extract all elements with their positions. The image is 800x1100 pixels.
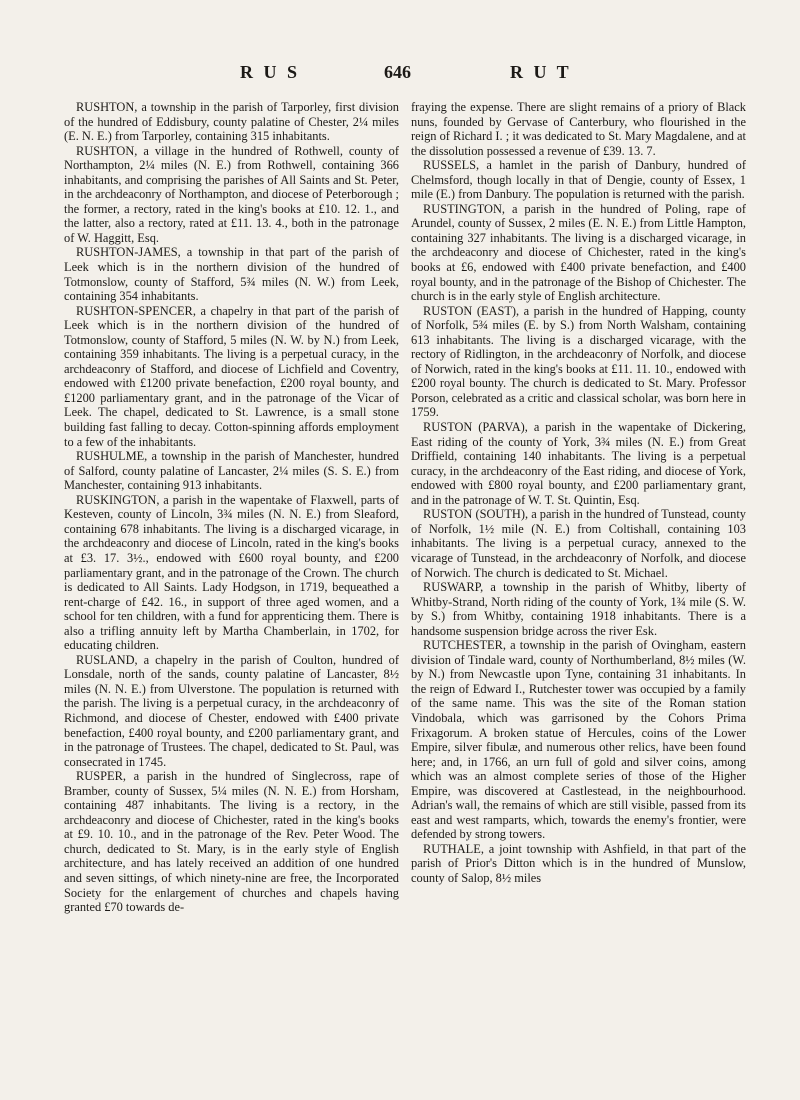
running-head-left: R U S [240, 62, 301, 82]
page-number: 646 [384, 62, 411, 82]
gazetteer-entry: RUSSELS, a hamlet in the parish of Danbury, hundred of Chelmsford, though locally in that of Dengie, county of Essex, 1 mile (E.) from Danbury. The population is returned with the parish. [411, 158, 746, 202]
running-head-right: R U T [510, 62, 572, 82]
gazetteer-entry: RUSTON (PARVA), a parish in the wapentake of Dickering, East riding of the county of York, 3¾ miles (N. E.) from Great Driffield, containing 140 inhabitants. The living is a perpetual curacy, in the archdeaconry of the East riding, and diocese of York, endowed with £800 royal bounty, and £200 parliamentary grant, and in the patronage of W. T. St. Quintin, Esq. [411, 420, 746, 507]
gazetteer-entry: RUSWARP, a township in the parish of Whitby, liberty of Whitby-Strand, North riding of the county of York, 1¾ mile (S. W. by S.) from Whitby, containing 1918 inhabitants. There is a handsome suspension bridge across the river Esk. [411, 580, 746, 638]
gazetteer-entry: RUSHTON, a township in the parish of Tarporley, first division of the hundred of Eddisbury, county palatine of Chester, 2¼ miles (E. N. E.) from Tarporley, containing 315 inhabitants. [64, 100, 399, 144]
gazetteer-entry: RUSHTON, a village in the hundred of Rothwell, county of Northampton, 2¼ miles (N. E.) from Rothwell, containing 366 inhabitants, and comprising the parishes of All Saints and St. Peter, in the archdeaconry of Northampton, and diocese of Peterborough ; the former, a rectory, rated in the king's books at £10. 12. 1., and the latter, also a rectory, rated at £11. 13. 4., both in the patronage of W. Haggitt, Esq. [64, 143, 399, 245]
gazetteer-entry: RUSHTON-SPENCER, a chapelry in that part of the parish of Leek which is in the northern division of the hundred of Totmonslow, county of Stafford, 5 miles (N. W. by N.) from Leek, containing 359 inhabitants. The living is a perpetual curacy, in the archdeaconry of Stafford, and diocese of Lichfield and Coventry, endowed with £1200 private benefaction, £200 royal bounty, and £1200 parliamentary grant, and in the patronage of the Vicar of Leek. The chapel, dedicated to St. Lawrence, is a small stone building fast falling to decay. Cotton-spinning affords employment to a few of the inhabitants. [64, 303, 399, 449]
running-head [0, 62, 800, 88]
gazetteer-entry: RUSTON (SOUTH), a parish in the hundred of Tunstead, county of Norfolk, 1½ mile (N. E.) from Coltishall, containing 103 inhabitants. The living is a perpetual curacy, annexed to the vicarage of Tunstead, in the archdeaconry of Norfolk, and diocese of Norwich. The church is dedicated to St. Michael. [411, 507, 746, 580]
right-column [411, 100, 746, 886]
gazetteer-entry: RUSKINGTON, a parish in the wapentake of Flaxwell, parts of Kesteven, county of Lincoln, 3¾ miles (N. N. E.) from Sleaford, containing 678 inhabitants. The living is a discharged vicarage, in the archdeaconry and diocese of Lincoln, rated in the king's books at £3. 17. 3½., endowed with £600 royal bounty, and £200 parliamentary grant, and in the patronage of the Crown. The church is dedicated to All Saints. Lady Hodgson, in 1719, bequeathed a rent-charge of £42. 16., in support of three aged women, and a school for ten children, with a fund for apprenticing them. There is also a trifling annuity left by Martha Chamberlain, in 1702, for educating children. [64, 492, 399, 653]
gazetteer-entry: RUSHTON-JAMES, a township in that part of the parish of Leek which is in the northern division of the hundred of Totmonslow, county of Stafford, 5¾ miles (N. W.) from Leek, containing 354 inhabitants. [64, 245, 399, 304]
gazetteer-entry: RUSTON (EAST), a parish in the hundred of Happing, county of Norfolk, 5¾ miles (E. by S.) from North Walsham, containing 613 inhabitants. The living is a discharged vicarage, with the rectory of Ridlington, in the archdeaconry of Norfolk, and diocese of Norwich, rated in the king's books at £11. 11. 10., endowed with £200 royal bounty. The church is dedicated to St. Mary. Professor Porson, celebrated as a critic and classical scholar, was born here in 1759. [411, 303, 746, 420]
gazetteer-entry: RUSTINGTON, a parish in the hundred of Poling, rape of Arundel, county of Sussex, 2 miles (E. N. E.) from Little Hampton, containing 327 inhabitants. The living is a discharged vicarage, in the archdeaconry and diocese of Chichester, rated in the king's books at £6, endowed with £400 private benefaction, and £400 royal bounty, and in the patronage of the Bishop of Chichester. The church is in the early style of English architecture. [411, 201, 746, 304]
gazetteer-entry: RUSPER, a parish in the hundred of Singlecross, rape of Bramber, county of Sussex, 5¼ miles (N. N. E.) from Horsham, containing 487 inhabitants. The living is a rectory, in the archdeaconry and diocese of Chichester, rated in the king's books at £9. 10. 10., and in the patronage of the Rev. Peter Wood. The church, dedicated to St. Mary, is in the early style of English architecture, and has lately received an addition of one hundred and seven sittings, of which ninety-nine are free, the Incorporated Society for the enlargement of churches and chapels having granted £70 towards de- [64, 769, 399, 915]
left-column [64, 100, 399, 915]
gazetteer-entry: RUSHULME, a township in the parish of Manchester, hundred of Salford, county palatine of Lancaster, 2¼ miles (S. S. E.) from Manchester, containing 913 inhabitants. [64, 449, 399, 493]
gazetteer-entry: RUTCHESTER, a township in the parish of Ovingham, eastern division of Tindale ward, county of Northumberland, 8½ miles (W. by N.) from Newcastle upon Tyne, containing 31 inhabitants. In the reign of Edward I., Rutchester tower was occupied by a family of the same name. This was the site of the Roman station Vindobala, which was garrisoned by the Cohors Prima Frixagorum. A broken statue of Hercules, coins of the Lower Empire, silver fibulæ, and numerous other relics, have been found here; and, in 1766, an urn full of gold and silver coins, among which was an almost complete series of those of the Higher Empire, was discovered at Castlestead, in the neighbourhood. Adrian's wall, the remains of which are still visible, passed from its east and west ramparts, which, towards the enemy's frontier, were defended by strong towers. [411, 638, 746, 842]
gazetteer-entry: RUTHALE, a joint township with Ashfield, in that part of the parish of Prior's Ditton which is in the hundred of Munslow, county of Salop, 8½ miles [411, 841, 746, 885]
gazetteer-entry-continued: fraying the expense. There are slight remains of a priory of Black nuns, founded by Gervase of Canterbury, who flourished in the reign of Richard I. ; it was dedicated to St. Mary Magdalene, and at the dissolution possessed a revenue of £39. 13. 7. [411, 100, 746, 158]
gazetteer-entry: RUSLAND, a chapelry in the parish of Coulton, hundred of Lonsdale, north of the sands, county palatine of Lancaster, 8½ miles (N. N. E.) from Ulverstone. The population is returned with the parish. The living is a perpetual curacy, in the archdeaconry of Richmond, and diocese of Chester, endowed with £400 private benefaction, £400 royal bounty, and £200 parliamentary grant, and in the patronage of Trustees. The chapel, dedicated to St. Paul, was consecrated in 1745. [64, 652, 399, 769]
